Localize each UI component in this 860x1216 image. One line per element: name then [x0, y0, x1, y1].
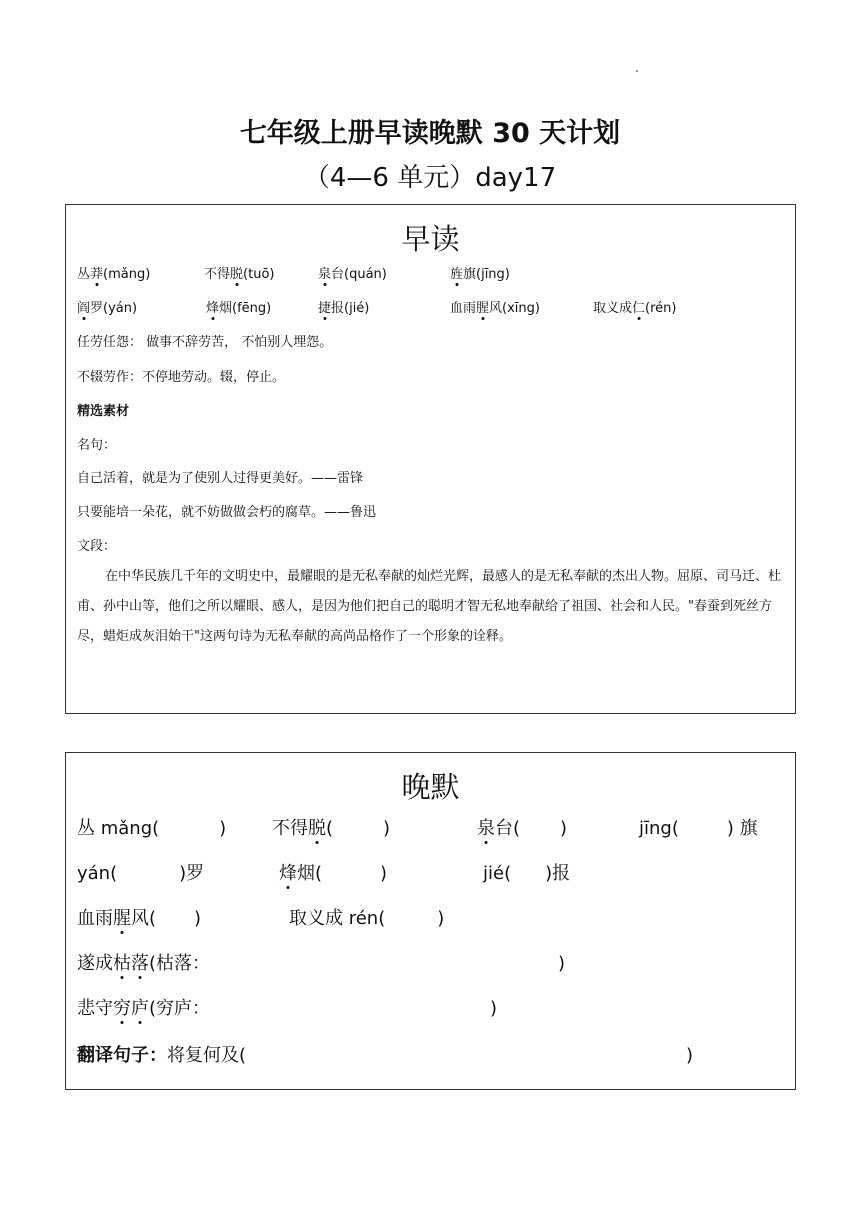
material-paragraph: 在中华民族几千年的文明史中，最耀眼的是无私奉献的灿烂光辉，最感人的是无私奉献的杰出人物。屈原、司马迁、杜甫、孙中山等，他们之所以耀眼、感人，是因为他们把自己的聪明才智无私地奉献给了祖国、社会和人民。"春蚕到死丝方尽，蜡炬成灰泪始干"这两句诗为无私奉献的高尚品格作了一个形象的诠释。 — [77, 569, 782, 644]
dictation-item: 血雨腥风( ) — [77, 904, 201, 930]
dictation-item: jié( )报 — [483, 863, 571, 884]
page-subtitle: （4—6 单元）day17 — [303, 163, 557, 193]
dictation-item: 不得脱( ) — [272, 814, 390, 840]
vocab-item: 泉台(quán) — [318, 263, 387, 282]
vocab-item: 捷报(jié) — [318, 297, 369, 316]
vocab-item: 不得脱(tuō) — [204, 263, 274, 282]
evening-heading: 晚默 — [401, 770, 460, 804]
morning-reading-box — [65, 204, 796, 714]
dictation-item: 取义成 rén( ) — [289, 908, 445, 929]
vocab-item: 取义成仁(rén) — [593, 297, 676, 316]
page-title: 七年级上册早读晚默 30 天计划 — [239, 118, 621, 149]
quote-line: 只要能培一朵花，就不妨做做会朽的腐草。——鲁迅 — [77, 505, 377, 520]
page-mark — [636, 70, 638, 72]
quote-line: 自己活着，就是为了使别人过得更美好。——雷锋 — [77, 471, 364, 486]
idiom-line-1: 任劳任怨： 做事不辞劳苦， 不怕别人埋怨。 — [77, 335, 333, 350]
dictation-item: 丛 mǎng( ) — [77, 818, 227, 839]
vocab-row-1 — [77, 263, 777, 283]
dictation-item: 遂成枯落(枯落： ) — [77, 949, 565, 975]
dictation-item: 烽烟( ) — [279, 859, 387, 885]
vocab-item: 阎罗(yán) — [77, 297, 137, 316]
dictation-item: 泉台( ) — [477, 814, 567, 840]
dictation-item: 悲守穷庐(穷庐： ) — [77, 994, 497, 1020]
paragraph-label: 文段： — [77, 539, 117, 554]
vocab-row-2 — [77, 297, 777, 317]
dictation-item: yán( )罗 — [77, 863, 205, 884]
morning-heading: 早读 — [401, 222, 460, 256]
translate-item: 翻译句子：将复何及( ) — [77, 1045, 694, 1066]
dictation-item: jīng( ) 旗 — [639, 818, 758, 839]
quotes-label: 名句： — [77, 438, 117, 453]
evening-dictation-box — [65, 752, 796, 1090]
vocab-item: 旌旗(jīng) — [450, 263, 510, 282]
vocab-item: 丛莽(mǎng) — [77, 263, 150, 282]
vocab-item: 血雨腥风(xīng) — [450, 297, 540, 316]
material-heading: 精选素材 — [77, 404, 130, 419]
idiom-line-2: 不辍劳作：不停地劳动。辍，停止。 — [77, 370, 286, 385]
vocab-item: 烽烟(fēng) — [206, 297, 271, 316]
